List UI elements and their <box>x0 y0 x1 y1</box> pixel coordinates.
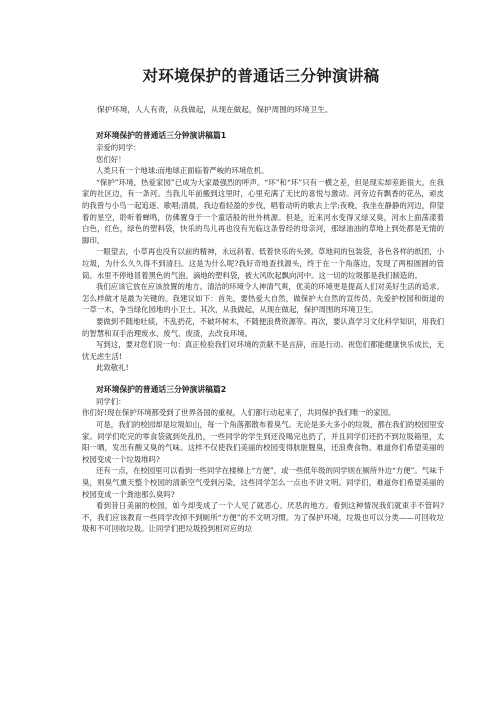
section-1-paragraph: 一眼望去，小草再也没有以前的精神，永远斜着、低着快乐的头颈。草地间的包装袋，各色各样的纸团，小垃圾，为什么久久得不到清扫。这是为什么呢?我好奇地查找源头，终于在一个角落边，发现了两根圆圆的管筒。水里不停地冒着黑色的气泡。滴地的塑料袋，被大风吹起飘向河中。这一切的垃圾都是我们制造的。 <box>82 247 444 280</box>
section-1-greeting: 亲爱的同学： <box>96 143 141 152</box>
section-2-paragraph: 看到昔日美丽的校园，如今却变成了一个人见了就恶心、厌恶的地方。看到这种情况我们就束手不管吗?不，我们应该教育一些同学改掉不到厕所“方便”的不文明习惯。为了保护环境，垃圾也可以分类——可回收垃圾和不可回收垃圾。让同学们把垃圾投到相对应的垃 <box>82 501 444 534</box>
page-title: 对环境保护的普通话三分钟演讲稿 <box>142 67 380 85</box>
section-2 <box>82 384 444 535</box>
section-1 <box>82 130 444 374</box>
section-1-paragraph: “保护”环境，热爱家园”已成为大家最强烈的呼声。“环”和“环”只有一横之差，但是现实却差距很大。在我家的社区边，有一条河。当我儿年前搬到这里时，心里充满了无比的喜悦与激动。河旁边有飘香的花丛，顽皮的我曾与小鸟一起追逐、歌唱;清晨，我边看轻盈的步伐，唱着动听的歌去上学;夜晚，我坐在静静的河边，仰望着的星空，聆听着蝉鸣，仿佛置身于一个童话般的世外桃源。但是，近来河水变得又绿又臭，河水上面荡漾着白色，红色，绿色的塑料袋，快乐的鸟儿再也没有光临这条曾经的母亲河，那绿油油的草地上到处都是无情的脚印。 <box>82 177 444 245</box>
section-1-paragraph: 人类只有一个地球;而地球正面临着严峻的环境危机。 <box>96 166 269 176</box>
section-2-paragraph: 还有一点，在校园里可以看到一些同学在楼梯上“方便”，或一些低年级的同学则在厕所外边“方便”。气味千臭，则臭气熏天整个校园的清新空气受到污染，这些同学怎么一点也不讲文明。同学们，难道你们希望美丽的校园变成一个粪池那么臭吗? <box>82 466 444 499</box>
section-2-paragraph: 你们好!现在保护环境都受到了世界各国的重视，人们都行动起来了，共同保护我们唯一的家园。 <box>82 408 396 418</box>
section-1-hello: 您们好！ <box>96 154 126 164</box>
section-1-heading: 对环境保护的普通话三分钟演讲稿篇1 <box>96 131 227 140</box>
section-1-paragraph: 写到这，要对您们说一句：真正检验我们对环境的贡献不是言辞，而是行动。祝您们都能健康快乐成长，无忧无虑生活! <box>82 340 444 361</box>
section-1-paragraph: 我们应该它放在应该放置的地方。清洁的环境令人神清气爽，优美的环境更是提高人们对美好生活的追求。怎么样做才是最为关键的。我建议如下：首先，要热爱大自然，做保护大自然的宣传员。先爱护校园和街道的一草一木，争当绿化园地的小卫士。其次，从我做起，从现在做起，保护周围的环境卫生。 <box>82 282 444 315</box>
section-divider <box>82 374 444 384</box>
section-1-paragraph: 要做到不随地吐痰，不乱扔花，不破坏树木，不随便浪费资源等。再次，要认真学习文化科学知识，用我们的智慧和双手治理废水、废气、废渣，去改良环境。 <box>82 316 444 338</box>
intro-paragraph: 保护环境，人人有责，从我做起，从现在做起，保护周围的环境卫生。 <box>97 105 333 114</box>
section-2-heading: 对环境保护的普通话三分钟演讲稿篇2 <box>96 384 227 394</box>
section-2-paragraph: 可是，我们的校园却是垃圾如山，每一个角落都散布着臭气。无论是多大多小的垃圾，都在我们的校园里安家。同学们吃完的零食袋就到处乱扔，一些同学的学生到还没喝完也扔了，并且同学们还扔不到垃圾箱里，太阳一晒，发出有酸又臭的气味。这样不仅使我们美丽的校园变得肮脏腥臭，还浪费食物。难道你们希望美丽的校园变成一个垃圾堆吗? <box>82 420 444 464</box>
section-1-closing: 此致敬礼! <box>96 363 129 373</box>
section-2-greeting: 同学们： <box>96 396 126 406</box>
